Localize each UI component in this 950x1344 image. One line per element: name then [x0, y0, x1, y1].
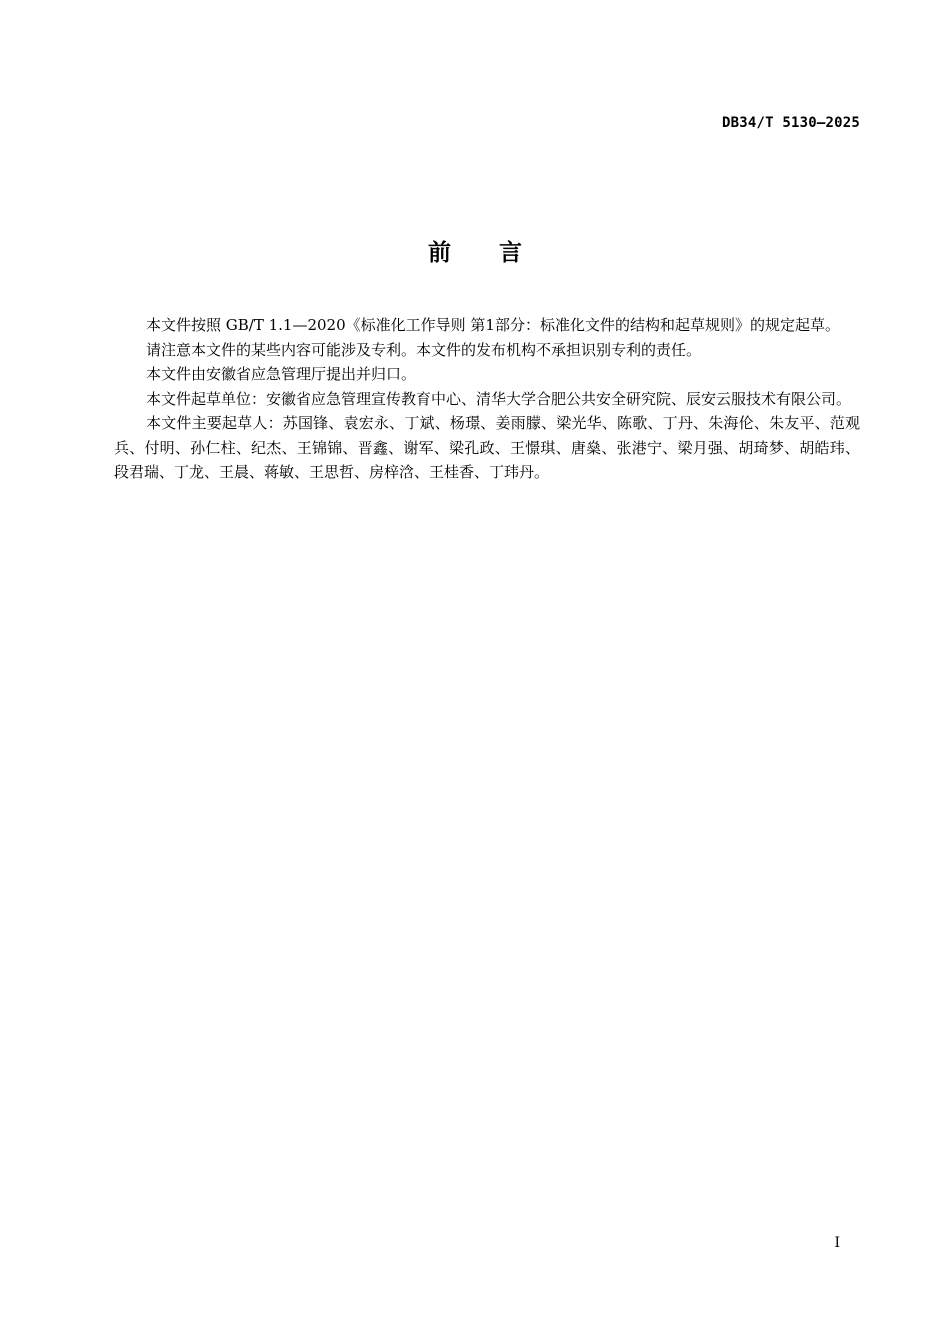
paragraph-proposer: 本文件由安徽省应急管理厅提出并归口。 — [146, 365, 417, 383]
page-title: 前 言 — [427, 240, 523, 266]
foreword-body — [114, 313, 860, 485]
paragraph-drafters: 本文件主要起草人：苏国锋、袁宏永、丁斌、杨璟、姜雨朦、梁光华、陈歌、丁丹、朱海伦、朱友平、范观兵、付明、孙仁柱、纪杰、王锦锦、晋鑫、谢军、梁孔政、王憬琪、唐燊、张港宁、梁月强、胡琦梦、胡皓玮、段君瑞、丁龙、王晨、蒋敏、王思哲、房梓浛、王桂香、丁玮丹。 — [114, 414, 860, 481]
paragraph-drafting-rules: 本文件按照 GB/T 1.1—2020《标准化工作导则 第1部分：标准化文件的结构和起草规则》的规定起草。 — [146, 316, 840, 334]
document-code: DB34/T 5130—2025 — [721, 115, 860, 131]
paragraph-patent-notice: 请注意本文件的某些内容可能涉及专利。本文件的发布机构不承担识别专利的责任。 — [146, 340, 702, 359]
paragraph-drafting-units: 本文件起草单位：安徽省应急管理宣传教育中心、清华大学合肥公共安全研究院、辰安云服技术有限公司。 — [146, 389, 852, 408]
page-number: I — [834, 1235, 840, 1251]
